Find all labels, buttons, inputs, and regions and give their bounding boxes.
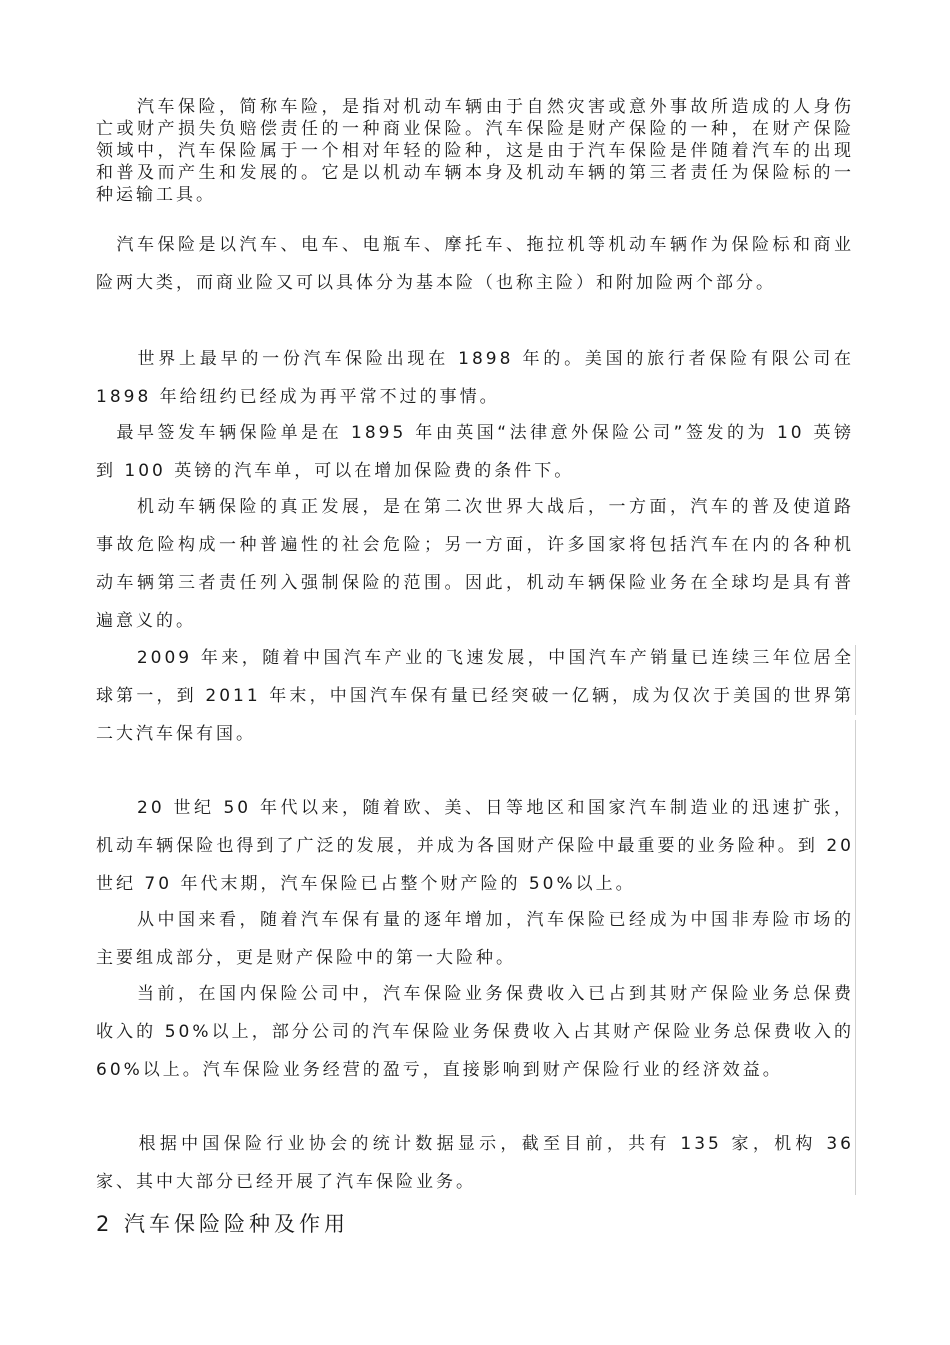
paragraph-1: 汽车保险，简称车险，是指对机动车辆由于自然灾害或意外事故所造成的人身伤亡或财产损失负赔偿责任的一种商业保险。汽车保险是财产保险的一种，在财产保险领域中，汽车保险属于一个相对年轻的险种，这是由于汽车保险是伴随着汽车的出现和普及而产生和发展的。它是以机动车辆本身及机动车辆的第三者责任为保险标的一种运输工具。 bbox=[96, 97, 854, 205]
margin-rule bbox=[855, 645, 856, 715]
paragraph-5: 机动车辆保险的真正发展，是在第二次世界大战后，一方面，汽车的普及使道路事故危险构成一种普遍性的社会危险；另一方面，许多国家将包括汽车在内的各种机动车辆第三者责任列入强制保险的范围。因此，机动车辆保险业务在全球均是具有普遍意义的。 bbox=[96, 497, 854, 631]
paragraph-4: 最早签发车辆保险单是在 1895 年由英国“法律意外保险公司”签发的为 10 英镑到 100 英镑的汽车单，可以在增加保险费的条件下。 bbox=[96, 423, 854, 481]
paragraph-8: 从中国来看，随着汽车保有量的逐年增加，汽车保险已经成为中国非寿险市场的主要组成部分，更是财产保险中的第一大险种。 bbox=[96, 910, 854, 968]
paragraph-7: 20 世纪 50 年代以来，随着欧、美、日等地区和国家汽车制造业的迅速扩张，机动车辆保险也得到了广泛的发展，并成为各国财产保险中最重要的业务险种。到 20 世纪 70 年代末期，汽车保险已占整个财产险的 50%以上。 bbox=[96, 798, 854, 894]
paragraph-9: 当前，在国内保险公司中，汽车保险业务保费收入已占到其财产保险业务总保费收入的 50%以上，部分公司的汽车保险业务保费收入占其财产保险业务总保费收入的 60%以上。汽车保险业务经营的盈亏，直接影响到财产保险行业的经济效益。 bbox=[96, 984, 854, 1080]
section-heading: 2 汽车保险险种及作用 bbox=[96, 1212, 350, 1236]
paragraph-2: 汽车保险是以汽车、电车、电瓶车、摩托车、拖拉机等机动车辆作为保险标和商业险两大类，而商业险又可以具体分为基本险（也称主险）和附加险两个部分。 bbox=[96, 235, 854, 293]
paragraph-6: 2009 年来，随着中国汽车产业的飞速发展，中国汽车产销量已连续三年位居全球第一，到 2011 年末，中国汽车保有量已经突破一亿辆，成为仅次于美国的世界第二大汽车保有国。 bbox=[96, 648, 854, 744]
margin-rule bbox=[855, 720, 856, 1195]
paragraph-10: 根据中国保险行业协会的统计数据显示，截至目前，共有 135 家，机构 36 家、其中大部分已经开展了汽车保险业务。 bbox=[96, 1134, 854, 1192]
paragraph-3: 世界上最早的一份汽车保险出现在 1898 年的。美国的旅行者保险有限公司在 1898 年给纽约已经成为再平常不过的事情。 bbox=[96, 349, 854, 407]
